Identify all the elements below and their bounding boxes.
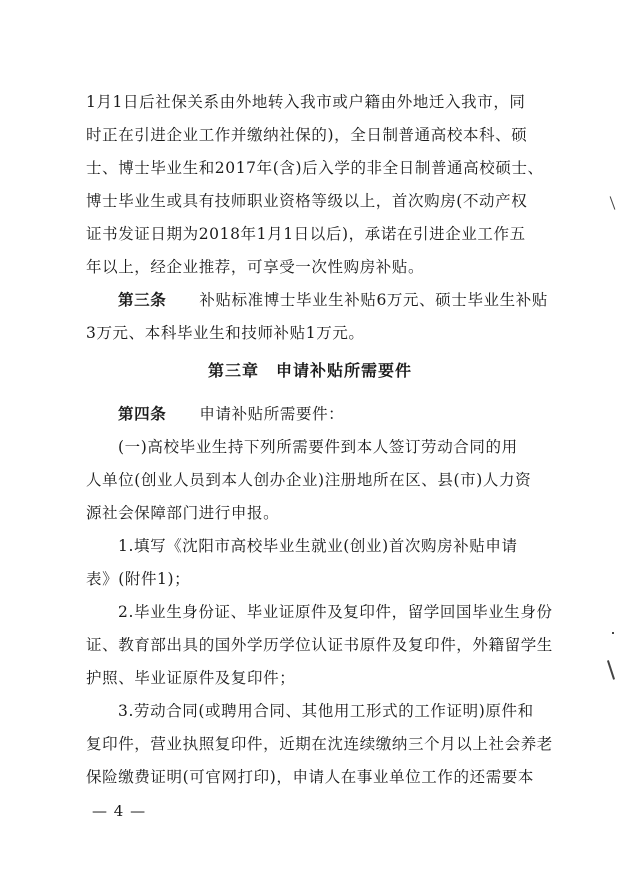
paragraph-line: 保险缴费证明(可官网打印)，申请人在事业单位工作的还需要本 (86, 768, 534, 786)
article-4-label: 第四条 (118, 404, 167, 423)
paragraph-line: 1.填写《沈阳市高校毕业生就业(创业)首次购房补贴申请 (118, 537, 518, 555)
page-number: — 4 — (92, 802, 147, 820)
paragraph-line: 证、教育部出具的国外学历学位认证书原件及复印件，外籍留学生 (86, 636, 553, 654)
paragraph-line: 证书发证日期为2018年1月1日以后)，承诺在引进企业工作五 (86, 225, 526, 243)
article-4-line (118, 404, 548, 424)
article-3-line (118, 290, 548, 310)
paragraph-line: 源社会保障部门进行申报。 (86, 504, 280, 522)
article-4-text: 申请补贴所需要件： (199, 405, 345, 423)
paragraph-line: 年以上，经企业推荐，可享受一次性购房补贴。 (86, 258, 425, 276)
article-3-label: 第三条 (118, 290, 167, 309)
chapter-heading: 第三章 申请补贴所需要件 (207, 361, 412, 380)
scan-mark (610, 196, 616, 209)
paragraph-line: 复印件，营业执照复印件，近期在沈连续缴纳三个月以上社会养老 (86, 735, 553, 753)
paragraph-line: 博士毕业生或具有技师职业资格等级以上，首次购房(不动产权 (86, 192, 528, 210)
paragraph-line: (一)高校毕业生持下列所需要件到本人签订劳动合同的用 (118, 438, 518, 456)
paragraph-line: 护照、毕业证原件及复印件； (86, 669, 296, 687)
paragraph-line: 人单位(创业人员到本人创办企业)注册地所在区、县(市)人力资 (86, 471, 532, 489)
article-3-text: 补贴标准博士毕业生补贴6万元、硕士毕业生补贴 (199, 291, 548, 309)
scan-mark (607, 660, 615, 679)
paragraph-line: 2.毕业生身份证、毕业证原件及复印件，留学回国毕业生身份 (118, 603, 553, 621)
paragraph-line: 1月1日后社保关系由外地转入我市或户籍由外地迁入我市，同 (86, 93, 526, 111)
scan-mark (612, 632, 614, 634)
paragraph-line: 3.劳动合同(或聘用合同、其他用工形式的工作证明)原件和 (118, 702, 534, 720)
paragraph-line: 时正在引进企业工作并缴纳社保的)，全日制普通高校本科、硕 (86, 126, 528, 144)
paragraph-line: 表》(附件1)； (86, 570, 191, 588)
paragraph-line: 3万元、本科毕业生和技师补贴1万元。 (86, 324, 365, 342)
paragraph-line: 士、博士毕业生和2017年(含)后入学的非全日制普通高校硕士、 (86, 159, 544, 177)
